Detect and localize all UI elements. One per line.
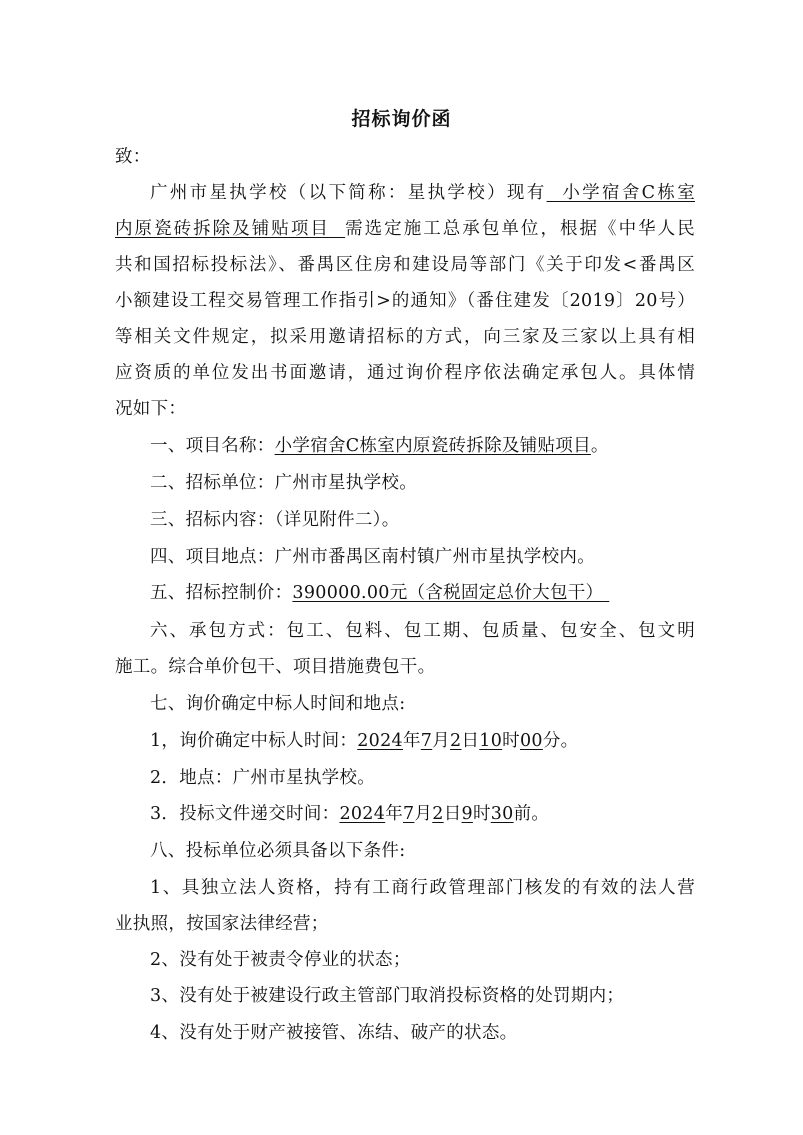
- intro-line-4: 小额建设工程交易管理工作指引>的通知》（番住建发〔2019〕20号）: [115, 291, 695, 311]
- item-tender-content: 三、招标内容：（详见附件二）。: [150, 510, 400, 530]
- item-value: 390000.00元（含税固定总价大包干）: [292, 583, 604, 603]
- document-title: 招标询价函: [351, 108, 452, 130]
- submission-time: 3．投标文件递交时间：2024年7月2日9时30前。: [150, 804, 550, 824]
- intro-line-3: 共和国招标投标法》、番禺区住房和建设局等部门《关于印发<番禺区: [115, 255, 695, 275]
- requirement-1-line-2: 业执照，按国家法律经营；: [115, 914, 329, 934]
- intro-text: 需选定施工总承包单位，根据《中华人民: [345, 219, 695, 239]
- intro-line-2: [115, 217, 695, 241]
- item-project-name: [150, 434, 695, 458]
- item-tender-unit: 二、招标单位：广州市星执学校。: [150, 473, 417, 493]
- item-value: 小学宿舍C栋室内原瓷砖拆除及铺贴项目: [274, 436, 591, 456]
- project-name-underlined: 小学宿舍C栋室: [546, 183, 696, 203]
- item-inquiry-heading: 七、询价确定中标人时间和地点:: [150, 694, 406, 714]
- requirement-4: 4、没有处于财产被接管、冻结、破产的状态。: [150, 1023, 518, 1043]
- intro-line-7: 况如下：: [115, 399, 187, 419]
- requirement-1-line-1: 1、具独立法人资格，持有工商行政管理部门核发的有效的法人营: [150, 878, 695, 898]
- item-requirements-heading: 八、投标单位必须具备以下条件:: [150, 841, 406, 861]
- intro-text: 广州市星执学校（以下简称：星执学校）现有: [150, 183, 547, 203]
- item-label: 一、项目名称：: [150, 436, 275, 456]
- item-project-location: 四、项目地点：广州市番禺区南村镇广州市星执学校内。: [150, 547, 595, 567]
- item-label: 五、招标控制价：: [150, 583, 293, 603]
- requirement-3: 3、没有处于被建设行政主管部门取消投标资格的处罚期内；: [150, 986, 625, 1006]
- requirement-2: 2、没有处于被责令停业的状态；: [150, 950, 411, 970]
- item-control-price: [150, 581, 695, 605]
- salutation: 致：: [115, 147, 151, 167]
- item-tail: 。: [590, 436, 609, 456]
- intro-line-5: 等相关文件规定，拟采用邀请招标的方式，向三家及三家以上具有相: [115, 327, 695, 347]
- project-name-underlined: 内原瓷砖拆除及铺贴项目: [115, 219, 346, 239]
- item-contract-method-line-2: 施工。综合单价包干、项目措施费包干。: [115, 657, 436, 677]
- intro-line-6: 应资质的单位发出书面邀请，通过询价程序依法确定承包人。具体情: [115, 363, 695, 383]
- inquiry-time: 1，询价确定中标人时间：2024年7月2日10时00分。: [150, 731, 579, 751]
- intro-line-1: [150, 181, 695, 205]
- item-contract-method-line-1: 六、承包方式：包工、包料、包工期、包质量、包安全、包文明: [150, 621, 695, 641]
- inquiry-place: 2．地点：广州市星执学校。: [150, 768, 376, 788]
